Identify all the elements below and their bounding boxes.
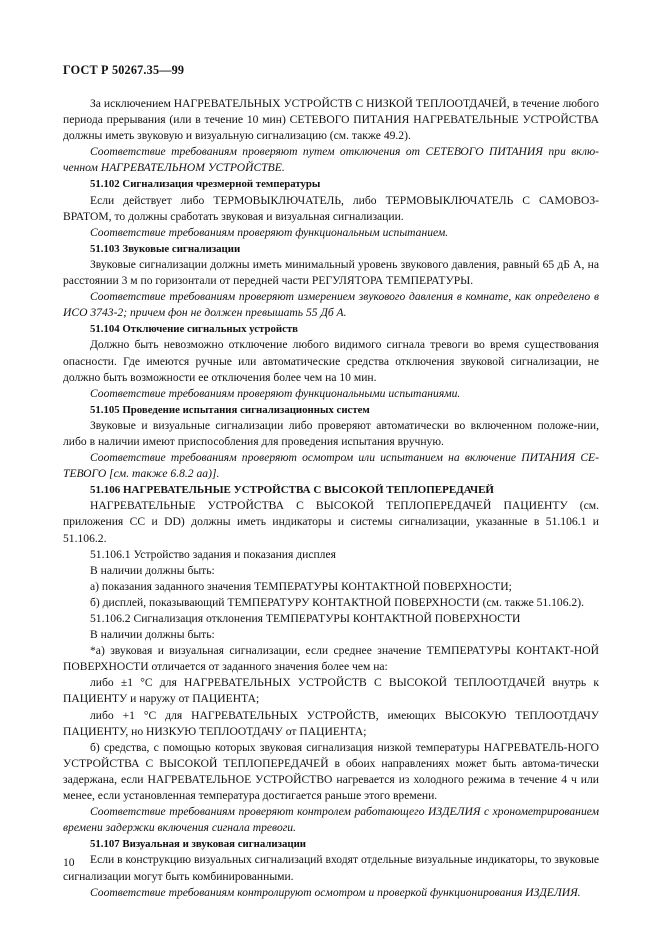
- compliance-note: Соответствие требованиям проверяют измерением звукового давления в комнате, как определено в ИСО 3743-2; причем фон не должен превышать 55 Дб А.: [63, 290, 599, 320]
- section-heading: 51.106 НАГРЕВАТЕЛЬНЫЕ УСТРОЙСТВА С ВЫСОКОЙ ТЕПЛОПЕРЕДАЧЕЙ: [90, 484, 494, 497]
- section-heading: 51.102 Сигнализация чрезмерной температуры: [90, 178, 321, 191]
- subsection-heading: 51.106.2 Сигнализация отклонения ТЕМПЕРАТУРЫ КОНТАКТНОЙ ПОВЕРХНОСТИ: [90, 612, 521, 625]
- paragraph: За исключением НАГРЕВАТЕЛЬНЫХ УСТРОЙСТВ С НИЗКОЙ ТЕПЛООТДАЧЕЙ, в течение любого периода прерывания (или в течение 10 мин) СЕТЕВОГО ПИТАНИЯ НАГРЕВАТЕЛЬНЫЕ УСТРОЙСТВА должны иметь звуковую и визуальную сигнализацию (см. также 49.2).: [63, 97, 599, 143]
- paragraph: Звуковые и визуальные сигнализации либо проверяют автоматически во включенном положе-нии, либо в наличии имеют приспособления для проведения испытания вручную.: [63, 418, 599, 448]
- compliance-note: Соответствие требованиям проверяют функциональным испытанием.: [90, 225, 449, 239]
- compliance-note: Соответствие требованиям проверяют контролем работающего ИЗДЕЛИЯ с хронометрированием времени задержки включения сигнала тревоги.: [63, 805, 599, 835]
- paragraph: В наличии должны быть:: [90, 628, 215, 642]
- paragraph: Звуковые сигнализации должны иметь минимальный уровень звукового давления, равный 65 дБ А, на расстоянии 3 м по горизонтали от передней части РЕГУЛЯТОРА ТЕМПЕРАТУРЫ.: [63, 257, 599, 288]
- paragraph: Если действует либо ТЕРМОВЫКЛЮЧАТЕЛЬ, либо ТЕРМОВЫКЛЮЧАТЕЛЬ С САМОВОЗ-ВРАТОМ, то должны сработать звуковая и визуальная сигнализации.: [63, 193, 599, 223]
- section-heading: 51.103 Звуковые сигнализации: [90, 242, 241, 255]
- document-header: ГОСТ Р 50267.35—99: [63, 63, 185, 77]
- section-heading: 51.104 Отключение сигнальных устройств: [90, 323, 299, 336]
- list-item: либо ±1 °С для НАГРЕВАТЕЛЬНЫХ УСТРОЙСТВ С ВЫСОКОЙ ТЕПЛООТДАЧЕЙ внутрь к ПАЦИЕНТУ и наружу от ПАЦИЕНТА;: [63, 676, 599, 706]
- list-item: б) средства, с помощью которых звуковая сигнализация низкой температуры НАГРЕВАТЕЛЬ-НОГО УСТРОЙСТВА С ВЫСОКОЙ ТЕПЛОПЕРЕДАЧЕЙ в обоих направлениях может быть автома-тически задержана, если НАГРЕВАТЕЛЬНОЕ УСТРОЙСТВО нагревается из холодного режима в течение 4 ч или менее, если установленная температура достигается раньше этого времени.: [63, 740, 599, 803]
- section-heading: 51.107 Визуальная и звуковая сигнализации: [90, 838, 307, 851]
- paragraph: В наличии должны быть:: [90, 563, 215, 577]
- paragraph: Если в конструкцию визуальных сигнализаций входят отдельные визуальные индикаторы, то звуковые сигнализации могут быть комбинированными.: [63, 853, 599, 883]
- list-item: *а) звуковая и визуальная сигнализации, если среднее значение ТЕМПЕРАТУРЫ КОНТАКТ-НОЙ ПОВЕРХНОСТИ отличается от заданного значения более чем на:: [63, 644, 599, 674]
- list-item: а) показания заданного значения ТЕМПЕРАТУРЫ КОНТАКТНОЙ ПОВЕРХНОСТИ;: [90, 579, 512, 593]
- paragraph: Должно быть невозможно отключение любого видимого сигнала тревоги во время существования опасности. Где имеются ручные или автоматические средства отключения звуковой сигнализации, не должно быть возможности ее отключения более чем на 10 мин.: [63, 338, 599, 384]
- list-item: б) дисплей, показывающий ТЕМПЕРАТУРУ КОНТАКТНОЙ ПОВЕРХНОСТИ (см. также 51.106.2).: [90, 595, 584, 609]
- paragraph: НАГРЕВАТЕЛЬНЫЕ УСТРОЙСТВА С ВЫСОКОЙ ТЕПЛОПЕРЕДАЧЕЙ ПАЦИЕНТУ (см. приложения СС и DD) должны иметь индикаторы и системы сигнализации, указанные в 51.106.1 и 51.106.2.: [63, 499, 599, 545]
- list-item: либо +1 °С для НАГРЕВАТЕЛЬНЫХ УСТРОЙСТВ, имеющих ВЫСОКУЮ ТЕПЛООТДАЧУ ПАЦИЕНТУ, но НИЗКУЮ ТЕПЛООТДАЧУ от ПАЦИЕНТА;: [63, 708, 599, 738]
- compliance-note: Соответствие требованиям проверяют функциональными испытаниями.: [90, 386, 461, 400]
- subsection-heading: 51.106.1 Устройство задания и показания дисплея: [90, 547, 336, 561]
- section-heading: 51.105 Проведение испытания сигнализационных систем: [90, 403, 370, 416]
- compliance-note: Соответствие требованиям контролируют осмотром и проверкой функционирования ИЗДЕЛИЯ.: [90, 885, 581, 899]
- compliance-note: Соответствие требованиям проверяют путем отключения от СЕТЕВОГО ПИТАНИЯ при вклю-ченном НАГРЕВАТЕЛЬНОМ УСТРОЙСТВЕ.: [63, 145, 599, 175]
- document-body: [63, 96, 599, 901]
- compliance-note: Соответствие требованиям проверяют осмотром или испытанием на включение ПИТАНИЯ СЕ-ТЕВОГО [см. также 6.8.2 аа)].: [63, 451, 599, 481]
- page-number: 10: [63, 856, 75, 869]
